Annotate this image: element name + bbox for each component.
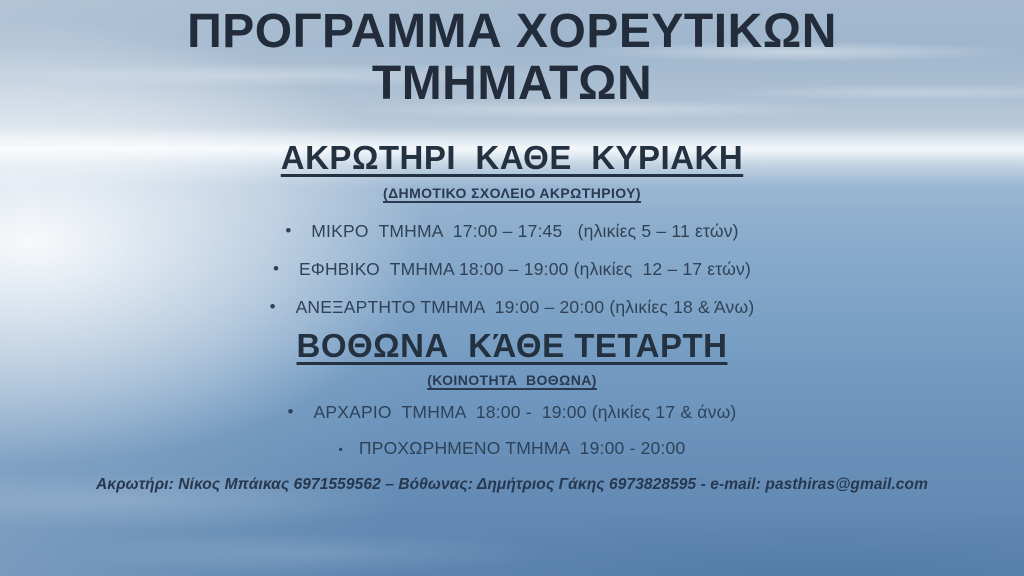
akrotiri-schedule-list	[270, 219, 755, 320]
slide-title: ΠΡΟΓΡΑΜΜΑ ΧΟΡΕΥΤΙΚΩΝ ΤΜΗΜΑΤΩΝ	[187, 5, 851, 110]
list-item	[339, 436, 686, 462]
section-vothona-heading: ΒΟΘΩΝΑ ΚΆΘΕ ΤΕΤΑΡΤΗ	[296, 327, 728, 365]
section-akrotiri-heading: ΑΚΡΩΤΗΡΙ ΚΑΘΕ ΚΥΡΙΑΚΗ	[280, 139, 744, 176]
schedule-entry-efiviko: ΕΦΗΒΙΚΟ ΤΜΗΜΑ 18:00 – 19:00 (ηλικίες 12 – 17 ετών)	[298, 259, 752, 280]
schedule-entry-prochorimeno: ΠΡΟΧΩΡΗΜΕΝΟ ΤΜΗΜΑ 19:00 - 20:00	[358, 437, 686, 458]
bullet-dot-icon: •	[287, 401, 294, 421]
list-item	[270, 295, 755, 320]
bullet-dot-icon: •	[272, 259, 279, 279]
list-item	[285, 219, 738, 244]
list-item	[273, 257, 751, 282]
vothona-schedule-list	[288, 400, 737, 462]
bullet-square-icon: ▪	[338, 441, 343, 456]
contact-footer: Ακρωτήρι: Νίκος Μπάικας 6971559562 – Βόθωνας: Δημήτριος Γάκης 6973828595 - e-mail: pasthiras@gmail.com	[96, 475, 928, 493]
schedule-entry-anexartito: ΑΝΕΞΑΡΤΗΤΟ ΤΜΗΜΑ 19:00 – 20:00 (ηλικίες 18 & Άνω)	[295, 297, 755, 318]
section-vothona-subheading: (ΚΟΙΝΟΤΗΤΑ ΒΟΘΩΝΑ)	[427, 371, 597, 388]
bullet-dot-icon: •	[269, 297, 276, 317]
bullet-dot-icon: •	[285, 221, 292, 241]
section-akrotiri-subheading: (ΔΗΜΟΤΙΚΟ ΣΧΟΛΕΙΟ ΑΚΡΩΤΗΡΙΟΥ)	[383, 185, 641, 202]
schedule-entry-archario: ΑΡΧΑΡΙΟ ΤΜΗΜΑ 18:00 - 19:00 (ηλικίες 17 & άνω)	[313, 401, 737, 422]
schedule-entry-mikro: ΜΙΚΡΟ ΤΜΗΜΑ 17:00 – 17:45 (ηλικίες 5 – 11 ετών)	[311, 221, 739, 242]
list-item	[288, 400, 737, 425]
